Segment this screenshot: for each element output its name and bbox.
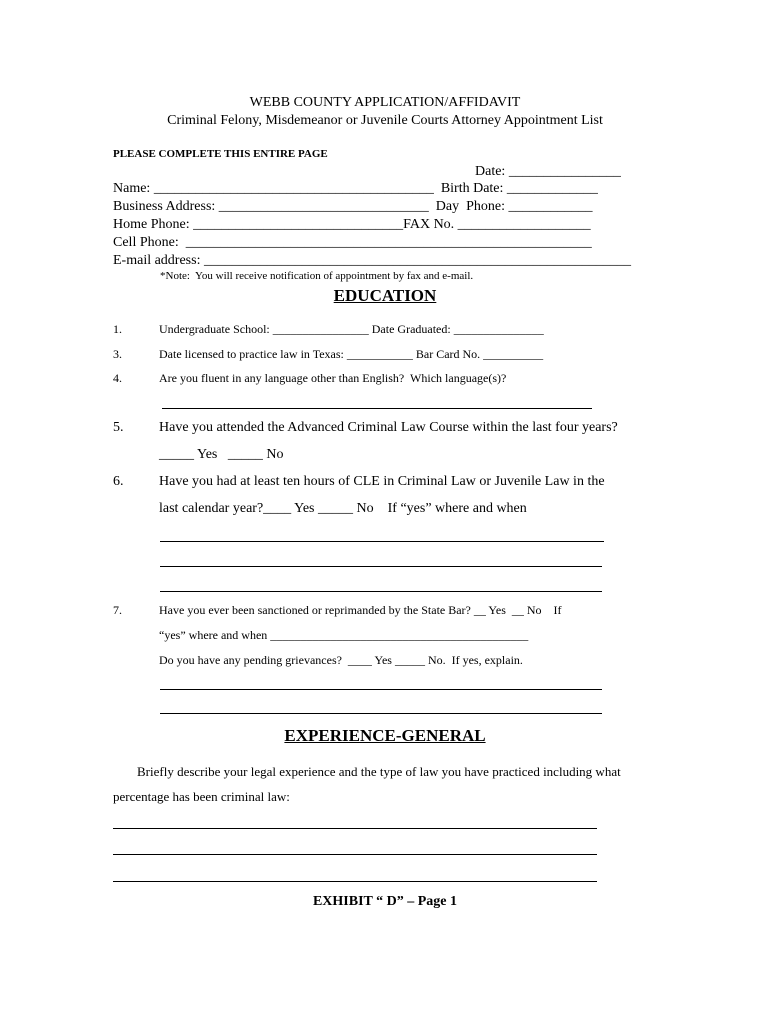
education-heading: EDUCATION <box>333 286 437 305</box>
undergraduate-school-field[interactable]: Undergraduate School: ________________ Date Graduated: _______________ <box>159 322 544 336</box>
grievance-question[interactable]: Do you have any pending grievances? ____ Yes _____ No. If yes, explain. <box>159 653 523 667</box>
experience-prompt-line-2: percentage has been criminal law: <box>113 789 290 804</box>
language-question: Are you fluent in any language other than English? Which language(s)? <box>159 371 507 385</box>
home-phone-fax-field[interactable]: Home Phone: ______________________________FAX No. ___________________ <box>113 217 591 232</box>
license-bar-card-field[interactable]: Date licensed to practice law in Texas: ___________ Bar Card No. __________ <box>159 347 544 361</box>
language-answer-line[interactable] <box>162 408 592 409</box>
sanction-question[interactable]: Have you ever been sanctioned or reprimanded by the State Bar? __ Yes __ No If <box>159 603 562 617</box>
date-field[interactable]: Date: ________________ <box>475 164 621 179</box>
cell-phone-field[interactable]: Cell Phone: __________________________________________________________ <box>113 235 592 250</box>
form-title: WEBB COUNTY APPLICATION/AFFIDAVIT <box>249 95 521 110</box>
q5-number: 5. <box>113 420 124 435</box>
q3-number: 3. <box>113 347 122 361</box>
name-birthdate-field[interactable]: Name: ________________________________________ Birth Date: _____________ <box>113 181 598 196</box>
cle-details-line-2[interactable] <box>160 566 602 567</box>
q7-number: 7. <box>113 603 122 617</box>
experience-answer-line-2[interactable] <box>113 854 597 855</box>
q4-number: 4. <box>113 371 122 385</box>
email-field[interactable]: E-mail address: _____________________________________________________________ <box>113 253 631 268</box>
sanction-details-field[interactable]: “yes” where and when ___________________________________________ <box>159 628 529 642</box>
grievance-explain-line-2[interactable] <box>160 713 602 714</box>
experience-answer-line-3[interactable] <box>113 881 597 882</box>
instructions: PLEASE COMPLETE THIS ENTIRE PAGE <box>113 148 328 160</box>
form-subtitle: Criminal Felony, Misdemeanor or Juvenile Courts Attorney Appointment List <box>167 113 603 128</box>
advanced-course-question: Have you attended the Advanced Criminal Law Course within the last four years? <box>159 420 618 435</box>
cle-answer[interactable]: last calendar year?____ Yes _____ No If “yes” where and when <box>159 501 527 516</box>
q6-number: 6. <box>113 474 124 489</box>
exhibit-footer: EXHIBIT “ D” – Page 1 <box>312 894 458 909</box>
advanced-course-answer[interactable]: _____ Yes _____ No <box>159 447 284 462</box>
cle-details-line-3[interactable] <box>160 591 602 592</box>
notification-note: *Note: You will receive notification of appointment by fax and e-mail. <box>160 270 474 282</box>
business-address-field[interactable]: Business Address: ______________________________ Day Phone: ____________ <box>113 199 593 214</box>
experience-heading: EXPERIENCE-GENERAL <box>284 726 486 745</box>
cle-question: Have you had at least ten hours of CLE in Criminal Law or Juvenile Law in the <box>159 474 605 489</box>
cle-details-line-1[interactable] <box>160 541 604 542</box>
experience-prompt-line-1: Briefly describe your legal experience and the type of law you have practiced including what <box>137 764 621 779</box>
grievance-explain-line-1[interactable] <box>160 689 602 690</box>
q1-number: 1. <box>113 322 122 336</box>
experience-answer-line-1[interactable] <box>113 828 597 829</box>
